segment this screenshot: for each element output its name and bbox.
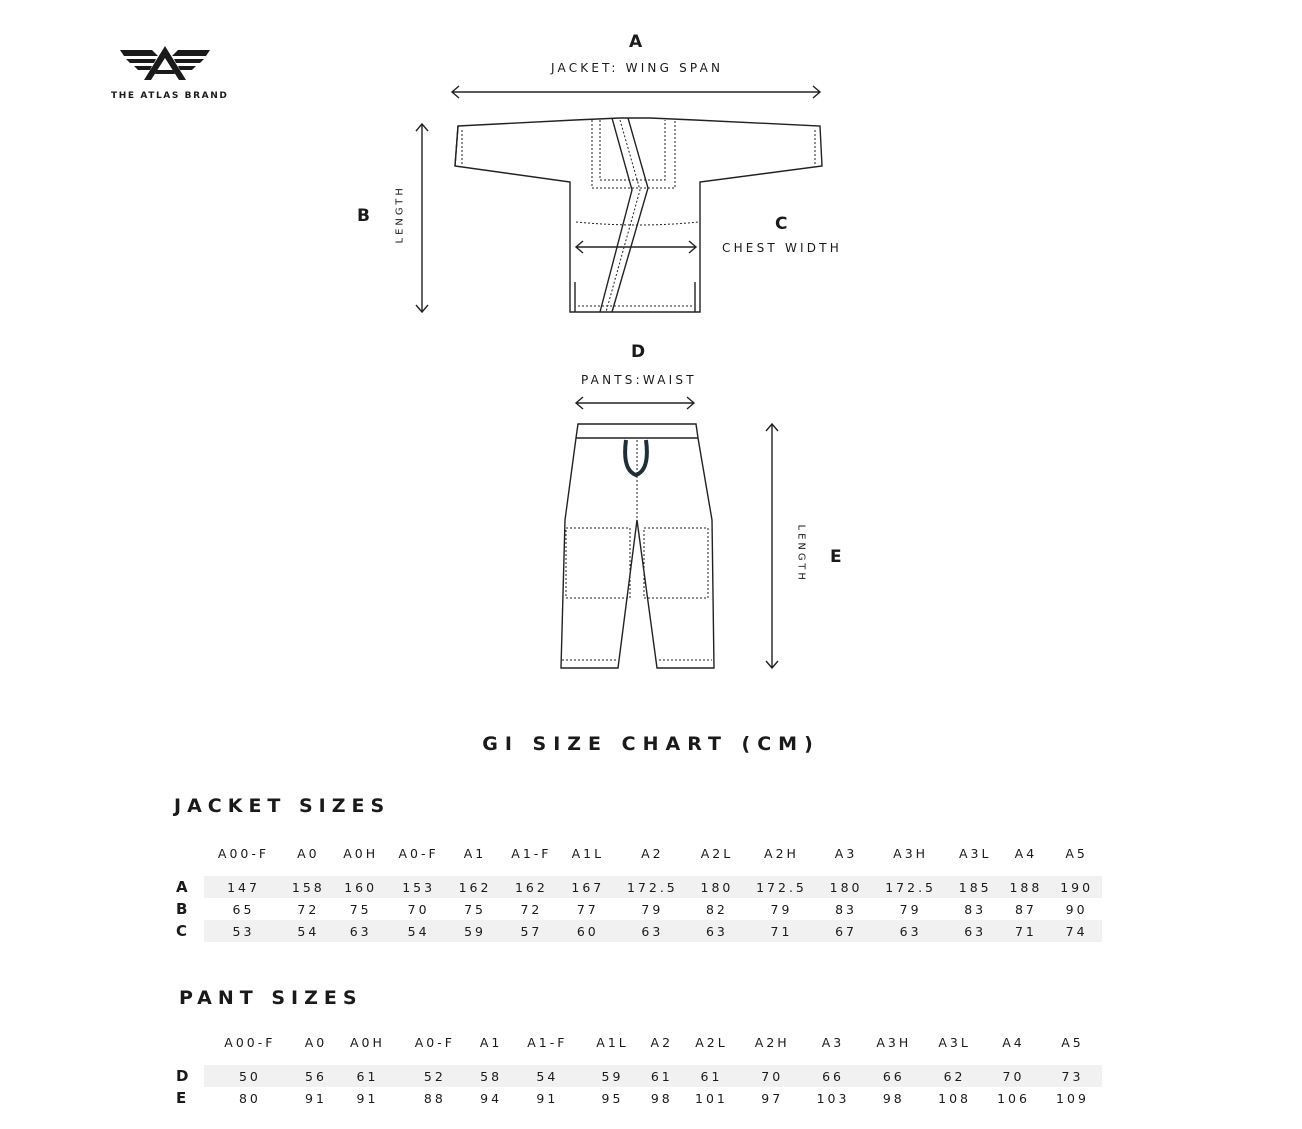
size-column-header: A3L <box>958 846 992 861</box>
row-label: D <box>176 1065 204 1087</box>
size-value-cell: 172.5 <box>613 876 691 898</box>
size-value-cell: 57 <box>500 920 562 942</box>
size-value-cell: 185 <box>950 876 1001 898</box>
size-value-cell: 50 <box>204 1065 296 1087</box>
size-column-header: A00-F <box>224 1035 276 1050</box>
size-column-header: A3 <box>834 846 858 861</box>
size-column-header: A0 <box>304 1035 328 1050</box>
size-value-cell: 83 <box>835 901 858 917</box>
size-value-cell: 72 <box>297 901 320 917</box>
size-value-cell: 79 <box>641 901 664 917</box>
size-value-cell: 63 <box>871 920 949 942</box>
size-value-cell: 180 <box>821 876 872 898</box>
size-value-cell: 59 <box>450 920 501 942</box>
size-value-cell: 58 <box>471 1065 511 1087</box>
size-column-header: A2 <box>650 1035 674 1050</box>
size-column-header: A0-F <box>414 1035 455 1050</box>
size-value-cell: 77 <box>576 901 599 917</box>
size-value-cell: 56 <box>296 1065 336 1087</box>
size-column-header: A1-F <box>527 1035 568 1050</box>
size-value-cell: 95 <box>601 1090 624 1106</box>
size-value-cell: 101 <box>695 1090 728 1106</box>
size-value-cell: 65 <box>232 901 255 917</box>
row-label: E <box>176 1089 187 1107</box>
jacket-size-table <box>176 846 1102 942</box>
size-value-cell: 172.5 <box>871 876 949 898</box>
size-value-cell: 94 <box>480 1090 503 1106</box>
table-row <box>176 876 1102 898</box>
size-value-cell: 63 <box>950 920 1001 942</box>
label-chest-width: CHEST WIDTH <box>722 241 842 255</box>
size-value-cell: 70 <box>741 1065 804 1087</box>
size-value-cell: 190 <box>1051 876 1102 898</box>
size-column-header: A2L <box>700 846 734 861</box>
table-row <box>176 1065 1102 1087</box>
size-value-cell: 158 <box>283 876 334 898</box>
pant-size-table <box>176 1035 1102 1109</box>
size-column-header: A00-F <box>217 846 270 861</box>
size-value-cell: 162 <box>500 876 562 898</box>
size-value-cell: 82 <box>705 901 728 917</box>
size-value-cell: 162 <box>450 876 501 898</box>
size-column-header: A2H <box>764 846 799 861</box>
jacket-outline <box>455 118 822 312</box>
pant-sizes-title: PANT SIZES <box>179 987 363 1009</box>
size-value-cell: 106 <box>997 1090 1030 1106</box>
size-value-cell: 73 <box>1043 1065 1102 1087</box>
size-value-cell: 74 <box>1051 920 1102 942</box>
label-wing-span: JACKET: WING SPAN <box>551 61 724 75</box>
size-value-cell: 75 <box>464 901 486 917</box>
table-row <box>176 1087 1102 1109</box>
size-value-cell: 90 <box>1065 901 1088 917</box>
size-value-cell: 83 <box>964 901 987 917</box>
size-value-cell: 98 <box>650 1090 673 1106</box>
size-value-cell: 66 <box>862 1065 925 1087</box>
size-value-cell: 75 <box>349 901 372 917</box>
size-column-header: A0H <box>350 1035 385 1050</box>
row-label: B <box>176 900 188 918</box>
size-value-cell: 54 <box>511 1065 583 1087</box>
size-column-header: A1 <box>479 1035 503 1050</box>
size-value-cell: 71 <box>1001 920 1052 942</box>
size-column-header: A2 <box>641 846 664 861</box>
size-value-cell: 109 <box>1056 1090 1089 1106</box>
size-value-cell: 160 <box>334 876 388 898</box>
label-letter-c: C <box>775 214 788 234</box>
size-column-header: A0H <box>343 846 379 861</box>
size-value-cell: 91 <box>536 1090 559 1106</box>
chest-width-arrow <box>576 241 696 253</box>
size-value-cell: 67 <box>821 920 872 942</box>
size-value-cell: 71 <box>742 920 820 942</box>
size-value-cell: 153 <box>388 876 450 898</box>
size-value-cell: 59 <box>583 1065 641 1087</box>
size-value-cell: 79 <box>899 901 922 917</box>
jacket-sizes-title: JACKET SIZES <box>174 795 391 817</box>
size-value-cell: 108 <box>938 1090 971 1106</box>
corner-cell <box>176 1035 204 1065</box>
label-letter-e: E <box>830 547 842 567</box>
pants-length-arrow <box>766 424 778 668</box>
size-value-cell: 52 <box>399 1065 471 1087</box>
label-letter-a: A <box>629 32 643 52</box>
size-column-header: A1L <box>571 846 605 861</box>
brand-name: THE ATLAS BRAND <box>111 91 229 101</box>
size-value-cell: 63 <box>613 920 691 942</box>
size-value-cell: 91 <box>356 1090 379 1106</box>
row-label: C <box>176 920 204 942</box>
label-pants-length: LENGTH <box>795 524 807 583</box>
size-value-cell: 61 <box>336 1065 399 1087</box>
size-value-cell: 70 <box>407 901 430 917</box>
size-value-cell: 62 <box>925 1065 984 1087</box>
size-column-header: A4 <box>1014 846 1038 861</box>
size-column-header: A3 <box>821 1035 845 1050</box>
size-column-header: A3H <box>876 1035 912 1050</box>
size-value-cell: 167 <box>562 876 613 898</box>
size-value-cell: 61 <box>682 1065 741 1087</box>
size-value-cell: 60 <box>562 920 613 942</box>
jacket-length-arrow <box>416 124 428 312</box>
label-letter-d: D <box>631 342 646 362</box>
size-column-header: A1L <box>596 1035 629 1050</box>
size-value-cell: 72 <box>520 901 543 917</box>
size-value-cell: 97 <box>761 1090 784 1106</box>
size-column-header: A5 <box>1061 1035 1084 1050</box>
size-column-header: A3H <box>893 846 929 861</box>
row-label: A <box>176 876 204 898</box>
size-value-cell: 61 <box>642 1065 682 1087</box>
size-value-cell: 87 <box>1014 901 1037 917</box>
size-value-cell: 70 <box>984 1065 1043 1087</box>
size-value-cell: 88 <box>423 1090 446 1106</box>
size-value-cell: 66 <box>804 1065 863 1087</box>
size-value-cell: 188 <box>1001 876 1052 898</box>
table-row <box>176 920 1102 942</box>
size-column-header: A5 <box>1065 846 1088 861</box>
size-value-cell: 103 <box>816 1090 850 1106</box>
table-row <box>176 898 1102 920</box>
size-column-header: A1 <box>463 846 487 861</box>
size-column-header: A3L <box>938 1035 971 1050</box>
chart-title: GI SIZE CHART (CM) <box>482 733 820 755</box>
size-value-cell: 98 <box>882 1090 905 1106</box>
wing-span-arrow <box>452 86 820 98</box>
size-value-cell: 80 <box>238 1090 261 1106</box>
size-column-header: A2L <box>695 1035 728 1050</box>
size-column-header: A4 <box>1002 1035 1025 1050</box>
size-value-cell: 180 <box>692 876 743 898</box>
size-value-cell: 79 <box>770 901 793 917</box>
size-value-cell: 54 <box>283 920 334 942</box>
size-value-cell: 53 <box>204 920 283 942</box>
size-value-cell: 63 <box>334 920 388 942</box>
size-value-cell: 172.5 <box>742 876 820 898</box>
waist-arrow <box>576 397 694 409</box>
size-column-header: A0 <box>297 846 320 861</box>
size-column-header: A1-F <box>511 846 552 861</box>
pants-outline <box>561 424 714 668</box>
size-value-cell: 54 <box>388 920 450 942</box>
label-letter-b: B <box>357 206 370 226</box>
label-pants-waist: PANTS:WAIST <box>581 373 697 387</box>
corner-cell <box>176 846 204 876</box>
label-jacket-length: LENGTH <box>394 185 406 244</box>
size-column-header: A2H <box>754 1035 790 1050</box>
size-value-cell: 147 <box>204 876 283 898</box>
size-value-cell: 63 <box>692 920 743 942</box>
size-column-header: A0-F <box>398 846 439 861</box>
size-value-cell: 91 <box>305 1090 327 1106</box>
